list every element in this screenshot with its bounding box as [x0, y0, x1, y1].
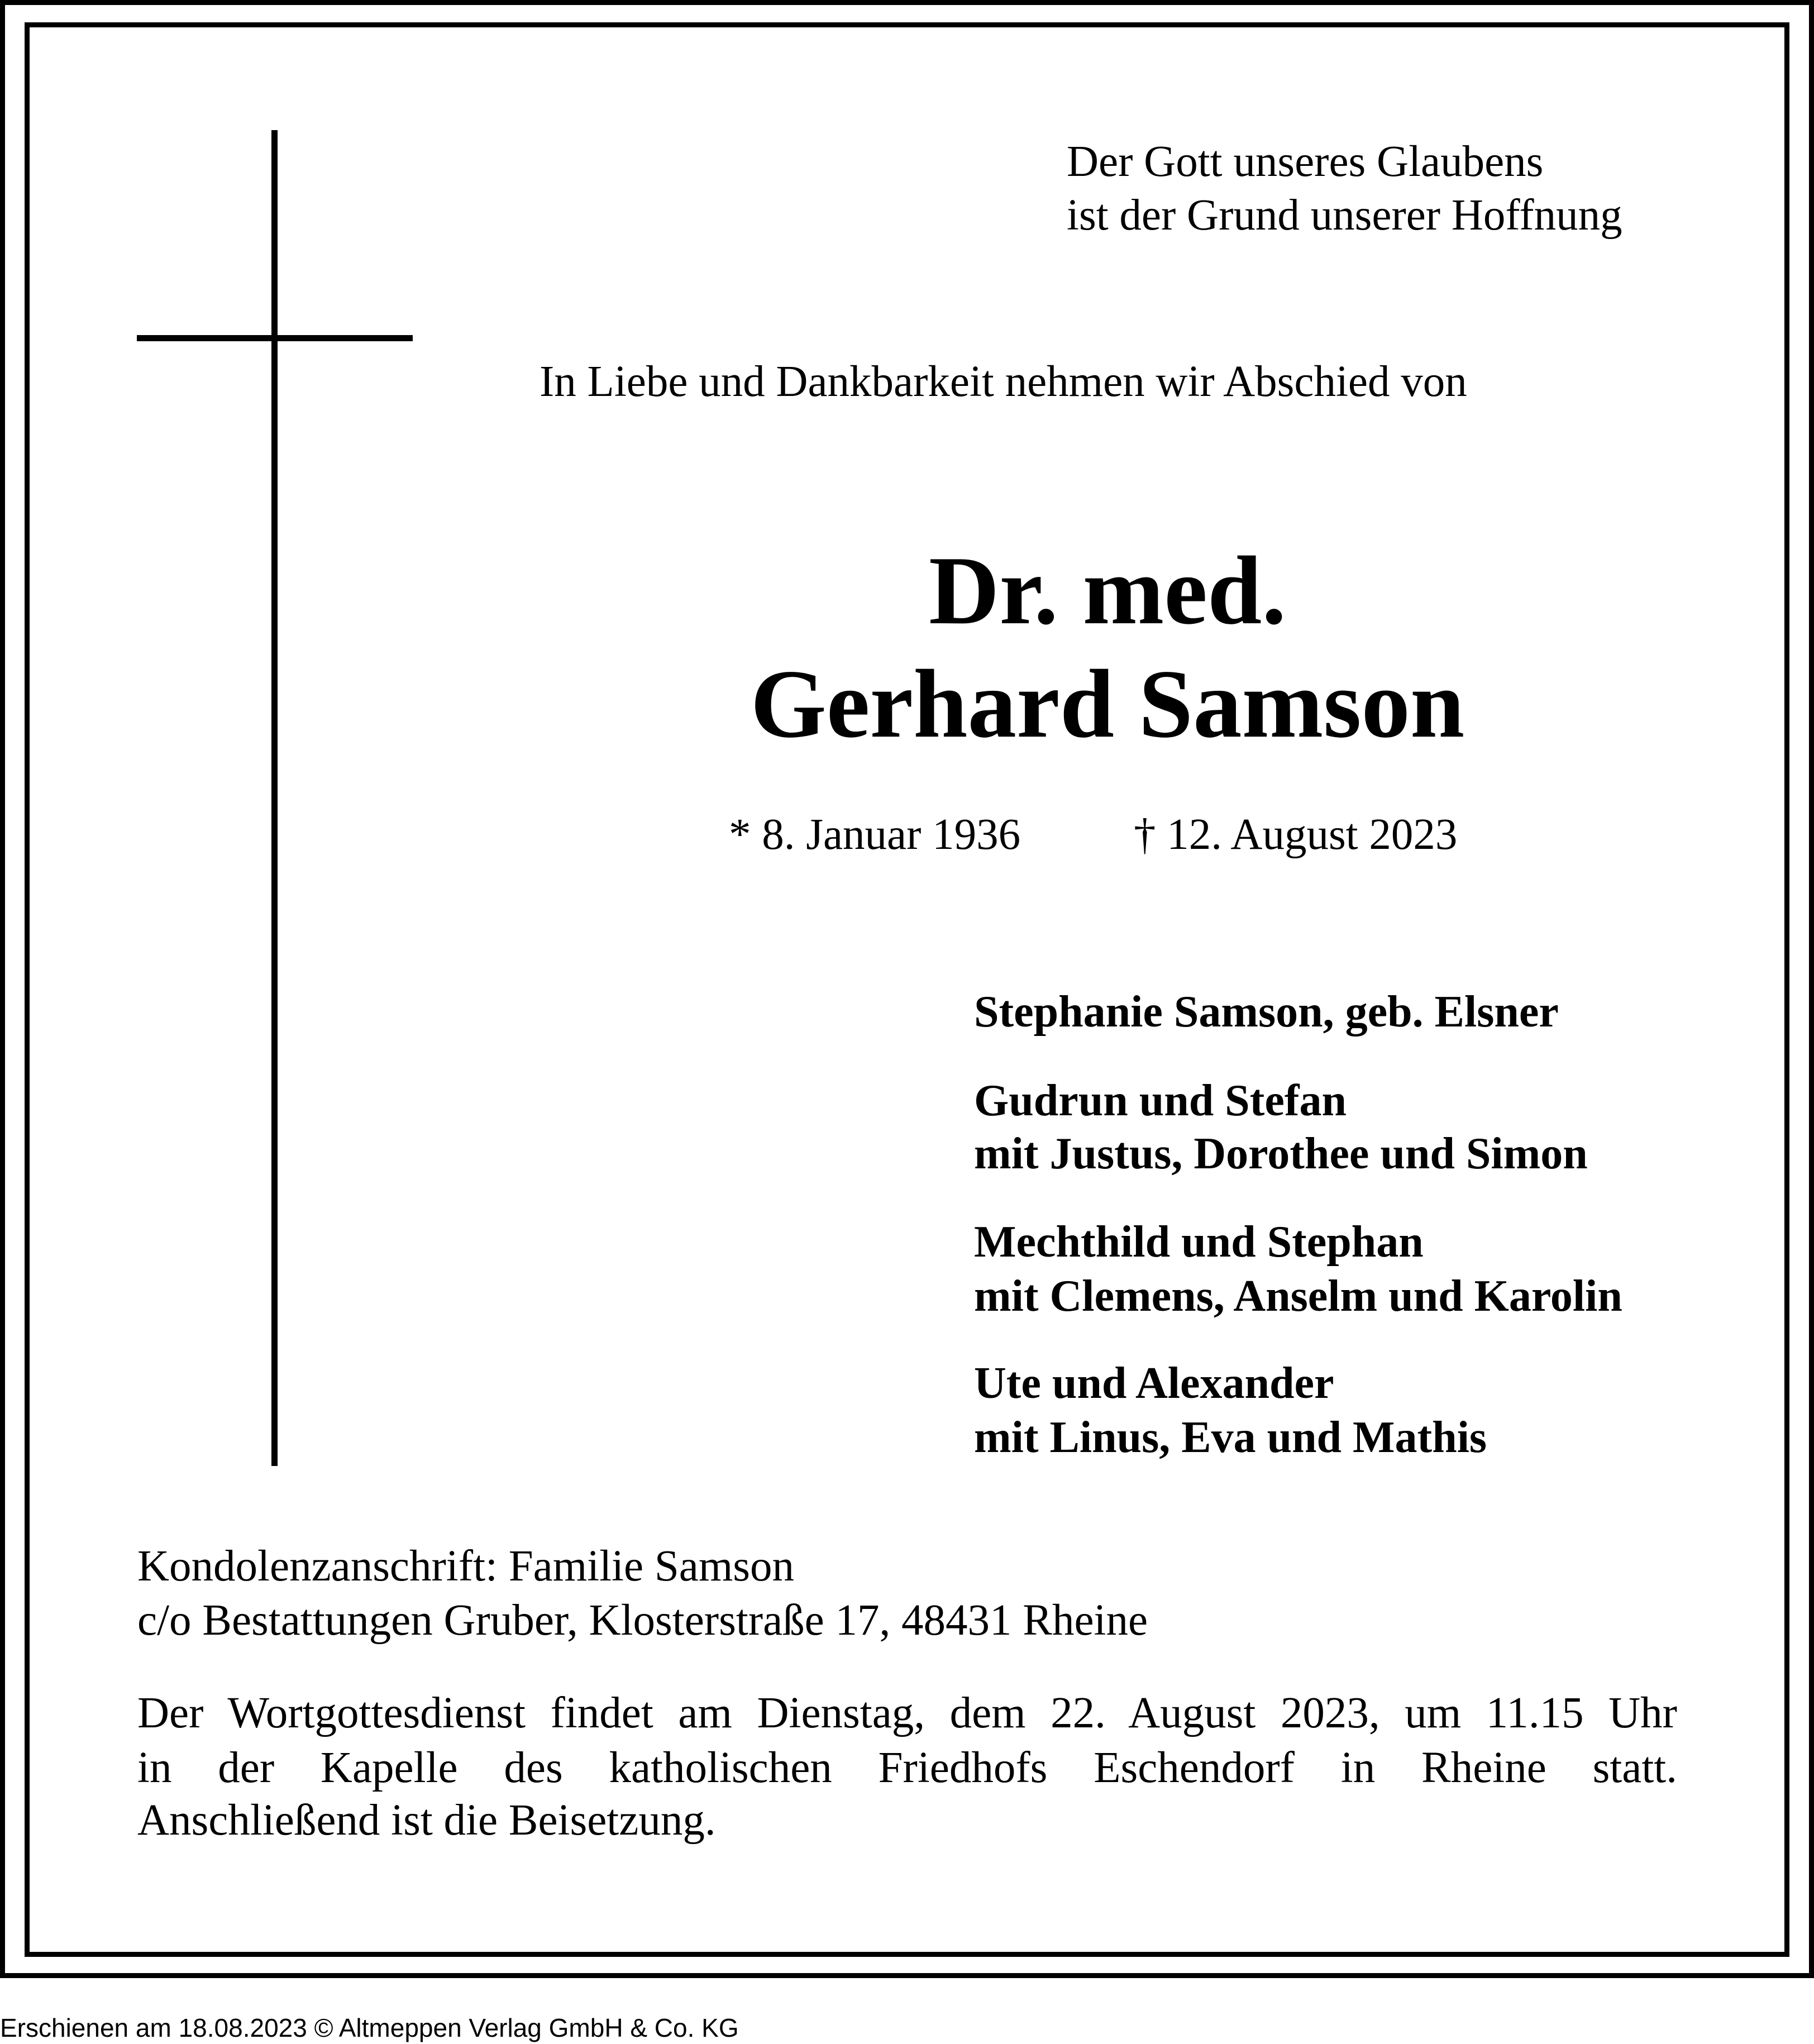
mourner-family-1-names: Gudrun und Stefan	[974, 1076, 1347, 1125]
death-date: † 12. August 2023	[1134, 810, 1458, 859]
mourner-family-1-children: mit Justus, Dorothee und Simon	[974, 1129, 1588, 1178]
cross-icon-vertical-bar	[271, 130, 278, 1466]
birth-date: * 8. Januar 1936	[729, 810, 1021, 859]
condolence-line-2: c/o Bestattungen Gruber, Klosterstraße 17, 48431 Rheine	[137, 1596, 1148, 1645]
condolence-line-1: Kondolenzanschrift: Familie Samson	[137, 1542, 795, 1591]
motto-line-2: ist der Grund unserer Hoffnung	[1067, 191, 1622, 240]
mourner-spouse: Stephanie Samson, geb. Elsner	[974, 987, 1559, 1037]
service-line-1: Der Wortgottesdienst findet am Dienstag, dem 22. August 2023, um 11.15 Uhr	[137, 1689, 1677, 1737]
service-line-2: in der Kapelle des katholischen Friedhofs Eschendorf in Rheine statt.	[137, 1744, 1677, 1792]
mourner-family-3-children: mit Linus, Eva und Mathis	[974, 1413, 1487, 1462]
service-line-3: Anschließend ist die Beisetzung.	[137, 1796, 716, 1845]
motto-line-1: Der Gott unseres Glaubens	[1067, 137, 1544, 186]
deceased-title: Dr. med.	[928, 536, 1287, 644]
mourner-family-2-children: mit Clemens, Anselm und Karolin	[974, 1272, 1622, 1321]
cross-icon-horizontal-bar	[137, 335, 413, 341]
publication-footer: Erschienen am 18.08.2023 © Altmeppen Verlag GmbH & Co. KG	[0, 2013, 739, 2042]
intro-text: In Liebe und Dankbarkeit nehmen wir Abschied von	[540, 357, 1467, 406]
mourner-family-3-names: Ute und Alexander	[974, 1359, 1334, 1408]
deceased-name: Gerhard Samson	[750, 650, 1465, 758]
mourner-family-2-names: Mechthild und Stephan	[974, 1217, 1424, 1267]
